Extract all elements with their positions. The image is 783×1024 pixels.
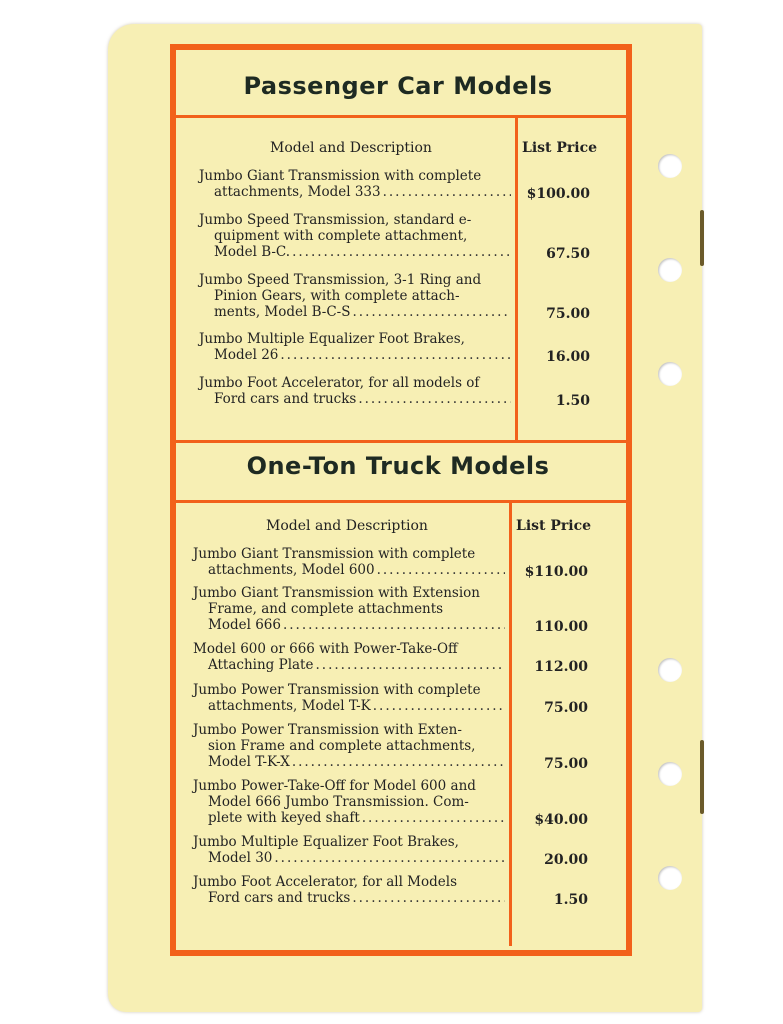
dot-leader xyxy=(283,617,505,633)
price-item-description xyxy=(193,834,505,866)
item-line xyxy=(193,698,505,714)
item-text-line: Frame, and complete attachments xyxy=(208,601,444,617)
item-line xyxy=(193,754,505,770)
item-text-line: attachments, Model 333 xyxy=(214,184,381,200)
item-text-line: Model B-C. xyxy=(214,244,291,260)
price-item-description xyxy=(193,682,505,714)
price-item-description xyxy=(193,874,505,906)
price-value: $110.00 xyxy=(524,564,588,580)
item-text-line: Jumbo Multiple Equalizer Foot Brakes, xyxy=(193,834,459,850)
item-line xyxy=(199,244,511,260)
section-title: One-Ton Truck Models xyxy=(246,452,550,480)
price-value: 112.00 xyxy=(534,659,588,675)
price-value: $40.00 xyxy=(534,812,588,828)
item-line xyxy=(193,617,505,633)
divider xyxy=(176,440,626,443)
binder-hole xyxy=(658,154,682,178)
binder-hole xyxy=(658,258,682,282)
item-text-line: Model 666 Jumbo Transmission. Com- xyxy=(208,794,469,810)
item-text-line: attachments, Model T-K xyxy=(208,698,371,714)
item-text-line: Ford cars and trucks xyxy=(214,391,357,407)
dot-leader xyxy=(358,391,511,407)
binder-hole xyxy=(658,658,682,682)
column-header-description: Model and Description xyxy=(270,140,432,156)
item-text-line: Jumbo Multiple Equalizer Foot Brakes, xyxy=(199,331,465,347)
price-value: 1.50 xyxy=(553,892,588,908)
column-divider xyxy=(515,118,518,440)
item-text-line: Model 26 xyxy=(214,347,279,363)
dot-leader xyxy=(315,657,505,673)
item-text-line: Jumbo Power Transmission with complete xyxy=(193,682,481,698)
divider xyxy=(176,115,626,118)
dot-leader xyxy=(383,184,511,200)
price-item-description xyxy=(199,212,511,260)
price-item-description xyxy=(199,375,511,407)
dot-leader xyxy=(352,304,511,320)
price-item-description xyxy=(193,722,505,770)
binder-hole xyxy=(658,866,682,890)
price-item-description xyxy=(199,168,511,200)
item-line xyxy=(193,810,505,826)
price-value: 16.00 xyxy=(546,349,590,365)
item-line xyxy=(199,184,511,200)
item-text-line: Model 666 xyxy=(208,617,281,633)
item-line xyxy=(199,391,511,407)
binder-hole xyxy=(658,762,682,786)
item-text-line: Jumbo Speed Transmission, 3-1 Ring and xyxy=(199,272,482,288)
item-line xyxy=(193,562,505,578)
item-text-line: Jumbo Speed Transmission, standard e- xyxy=(199,212,472,228)
divider xyxy=(176,500,626,503)
item-text-line: Jumbo Power-Take-Off for Model 600 and xyxy=(193,778,476,794)
dot-leader xyxy=(280,347,511,363)
item-text-line: Jumbo Giant Transmission with complete xyxy=(199,168,482,184)
price-item-description xyxy=(193,641,505,673)
dot-leader xyxy=(292,244,511,260)
item-line xyxy=(193,890,505,906)
item-text-line: quipment with complete attachment, xyxy=(214,228,468,244)
price-item-description xyxy=(193,546,505,578)
page-edge-mark xyxy=(700,740,704,814)
dot-leader xyxy=(352,890,505,906)
item-text-line: Model 600 or 666 with Power-Take-Off xyxy=(193,641,458,657)
item-text-line: Pinion Gears, with complete attach- xyxy=(214,288,460,304)
price-value: 1.50 xyxy=(555,393,590,409)
dot-leader xyxy=(377,562,505,578)
price-value: 75.00 xyxy=(546,306,590,322)
price-value: 75.00 xyxy=(544,700,588,716)
page-edge-mark xyxy=(700,210,704,266)
price-value: 110.00 xyxy=(534,619,588,635)
price-value: 75.00 xyxy=(544,756,588,772)
price-value: 20.00 xyxy=(544,852,588,868)
column-header-price: List Price xyxy=(522,140,598,156)
item-text-line: sion Frame and complete attachments, xyxy=(208,738,476,754)
dot-leader xyxy=(292,754,505,770)
item-text-line: Jumbo Foot Accelerator, for all models of xyxy=(199,375,480,391)
dot-leader xyxy=(362,810,505,826)
price-item-description xyxy=(193,585,505,633)
price-value: $100.00 xyxy=(526,186,590,202)
item-text-line: Jumbo Power Transmission with Exten- xyxy=(193,722,462,738)
column-header-description: Model and Description xyxy=(266,518,428,534)
item-text-line: ments, Model B-C-S xyxy=(214,304,351,320)
item-text-line: Ford cars and trucks xyxy=(208,890,351,906)
item-text-line: Model 30 xyxy=(208,850,273,866)
price-value: 67.50 xyxy=(546,246,590,262)
item-line xyxy=(193,850,505,866)
price-item-description xyxy=(193,778,505,826)
item-text-line: Model T-K-X xyxy=(208,754,290,770)
item-text-line: Attaching Plate xyxy=(208,657,314,673)
price-item-description xyxy=(199,272,511,320)
dot-leader xyxy=(274,850,505,866)
item-line xyxy=(199,347,511,363)
item-text-line: Jumbo Giant Transmission with Extension xyxy=(193,585,480,601)
item-text-line: attachments, Model 600 xyxy=(208,562,375,578)
binder-hole xyxy=(658,362,682,386)
item-text-line: plete with keyed shaft xyxy=(208,810,360,826)
item-line xyxy=(199,304,511,320)
section-title: Passenger Car Models xyxy=(243,72,553,100)
item-text-line: Jumbo Foot Accelerator, for all Models xyxy=(193,874,458,890)
price-item-description xyxy=(199,331,511,363)
column-header-price: List Price xyxy=(516,518,592,534)
item-line xyxy=(193,657,505,673)
dot-leader xyxy=(373,698,505,714)
item-text-line: Jumbo Giant Transmission with complete xyxy=(193,546,476,562)
